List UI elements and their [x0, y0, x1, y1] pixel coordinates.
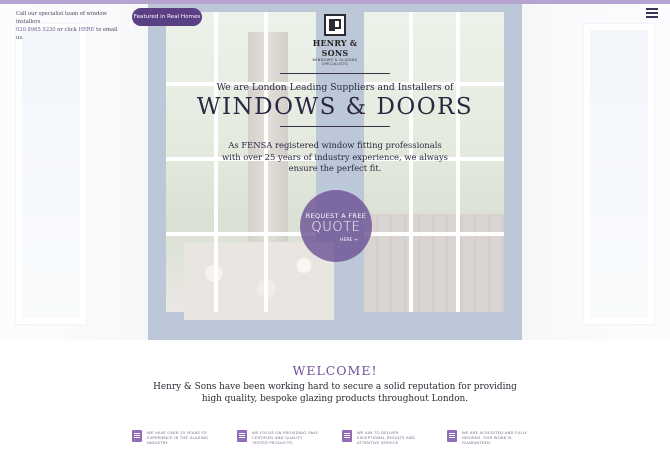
contact-line: Call our specialist team of window installers [16, 11, 107, 25]
contact-end: to email us. [16, 27, 118, 41]
contact-or: or click [57, 27, 77, 33]
divider [280, 73, 390, 74]
quote-line-2: QUOTE [311, 220, 361, 235]
insurance-icon [447, 430, 457, 442]
feature-item [132, 430, 215, 448]
quote-line-1: REQUEST A FREE [305, 212, 367, 220]
site-logo[interactable] [300, 14, 370, 66]
welcome-text: Henry & Sons have been working hard to secure a solid reputation for providing high quality, bespoke glazing products throughout London. [153, 382, 517, 404]
feature-text: WE AIM TO DELIVER EXCEPTIONAL RESULTS AND ATTENTIVE SERVICE. [357, 430, 415, 445]
quote-line-3: HERE → [340, 238, 358, 243]
request-quote-button[interactable] [300, 190, 372, 262]
document-icon [237, 430, 247, 442]
email-here-link[interactable]: HERE [78, 27, 95, 33]
menu-line [646, 8, 658, 10]
menu-line [646, 12, 658, 14]
hero-headline: WINDOWS & DOORS [196, 94, 474, 120]
phone-link[interactable]: 020 8965 5230 [16, 27, 56, 33]
header-contact [16, 10, 126, 42]
certificate-icon [132, 430, 142, 442]
feature-item [447, 430, 530, 448]
feature-item [342, 430, 425, 448]
logo-mark-icon [324, 14, 346, 36]
divider [280, 126, 390, 127]
feature-text: WE FOCUS ON PROVIDING ONLY CERTIFIED AND QUALITY TESTED PRODUCTS. [252, 430, 319, 445]
featured-in-real-homes-button[interactable]: Featured in Real Homes [132, 8, 202, 26]
feature-text: WE ARE ACREDITED AND FULLY INSURED. OUR WORK IS GUARANTEED. [462, 430, 528, 445]
logo-name: HENRY & SONS [312, 38, 358, 58]
welcome-title: WELCOME! [292, 363, 378, 378]
clipboard-icon [342, 430, 352, 442]
menu-line [646, 16, 658, 18]
hamburger-menu-icon[interactable] [646, 8, 658, 18]
feature-item [237, 430, 320, 448]
logo-tagline: WINDOWS & GLAZING SPECIALISTS [312, 58, 358, 66]
feature-text: WE HAVE OVER 25 YEARS OF EXPERIENCE IN THE GLAZING INDUSTRY. [147, 430, 209, 445]
hero-intro: We are London Leading Suppliers and Installers of [216, 82, 454, 93]
hero-description: As FENSA registered window fitting professionals with over 25 years of industry experience, we always ensure the perfect fit. [222, 140, 448, 173]
